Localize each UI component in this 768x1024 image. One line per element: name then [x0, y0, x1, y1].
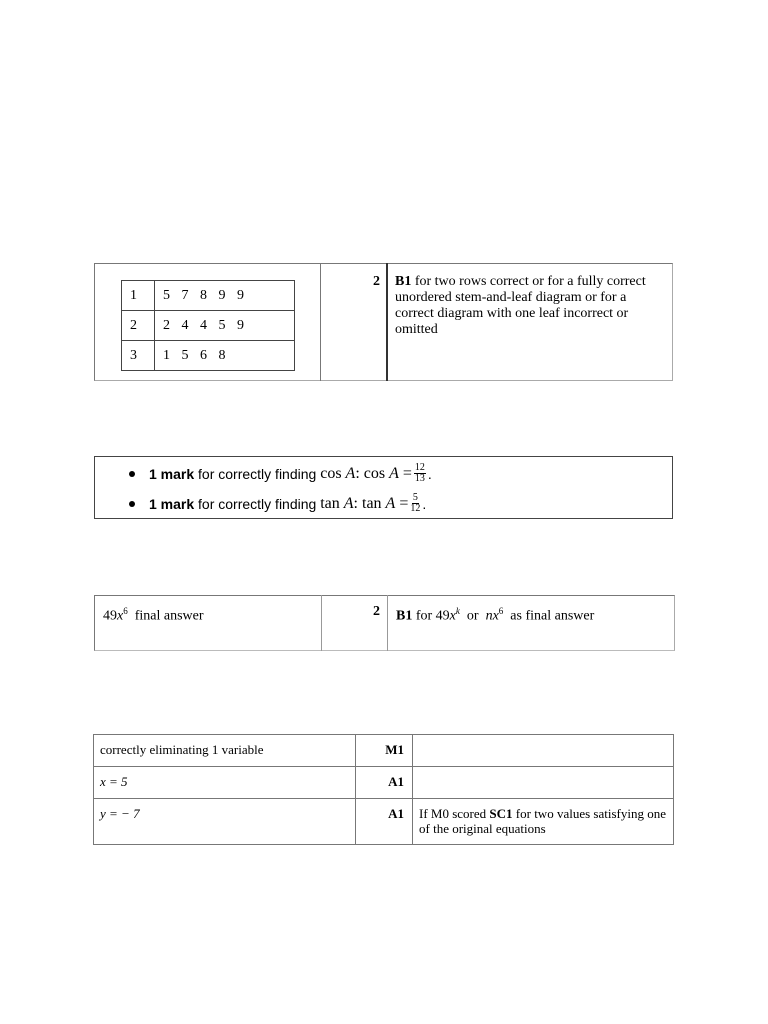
guidance-cell — [413, 767, 674, 799]
math-var: A — [385, 494, 396, 512]
stem-cell: 1 — [122, 281, 155, 311]
column-divider — [321, 595, 322, 651]
stem-leaf-row — [122, 281, 295, 311]
stem-cell: 3 — [122, 341, 155, 371]
answer-cell — [94, 799, 356, 845]
guidance-text: If M0 scored — [419, 806, 487, 821]
table-row — [94, 735, 674, 767]
guidance-cell — [413, 735, 674, 767]
bullet-text: for correctly finding — [198, 465, 317, 482]
bullet-text: for correctly finding — [198, 495, 317, 512]
math-func: cos — [363, 464, 386, 482]
leaf-cell: 1 5 6 8 — [155, 341, 295, 371]
column-divider — [387, 595, 388, 651]
guidance-variable: nx — [485, 608, 499, 624]
bullet-icon — [129, 471, 135, 477]
guidance-exponent: 6 — [498, 606, 504, 616]
mark-cell: A1 — [356, 799, 413, 845]
guidance-exponent: k — [455, 606, 460, 616]
mark-code: B1 — [395, 274, 412, 289]
answer-text — [103, 606, 204, 625]
guidance-suffix: as final answer — [510, 608, 595, 624]
math-expression: tan A: tan A = — [320, 494, 409, 512]
math-func: tan — [320, 494, 340, 512]
guidance-word: or — [466, 608, 479, 624]
mark-code: B1 — [396, 608, 413, 624]
table-row — [94, 799, 674, 845]
numerator: 5 — [412, 492, 418, 503]
denominator: 13 — [414, 473, 425, 484]
guidance-text: for two values satisfying one of the original equations — [419, 806, 666, 836]
answer-exponent: 6 — [123, 606, 128, 616]
mark-cell: M1 — [356, 735, 413, 767]
stem-cell: 2 — [122, 311, 155, 341]
stem-leaf-row — [122, 341, 295, 371]
mark-value: 2 — [373, 274, 380, 289]
mark-code: SC1 — [489, 806, 513, 821]
answer-suffix: final answer — [134, 608, 204, 624]
guidance-coefficient: 49 — [435, 608, 450, 624]
trig-mark-scheme-box — [94, 456, 673, 519]
math-func: tan — [362, 494, 382, 512]
guidance-body: for two rows correct or for a fully correct unordered stem-and-leaf diagram or for a correct diagram with one leaf incorrect or omitted — [395, 274, 646, 337]
column-divider — [386, 263, 388, 381]
math-var: A — [343, 494, 354, 512]
table-row — [94, 767, 674, 799]
bullet-mark: 1 mark — [149, 465, 195, 482]
answer-math: y = − 7 — [100, 806, 140, 821]
mark-value: 2 — [373, 604, 380, 619]
answer-variable: x — [117, 608, 124, 624]
guidance-variable: x — [449, 608, 456, 624]
mark-cell: A1 — [356, 767, 413, 799]
bullet-item: 1 mark for correctly finding tan A: tan A = $\frac{5}{12}$ . — [129, 493, 426, 514]
numerator: 12 — [414, 462, 425, 473]
math-func: cos — [320, 464, 342, 482]
leaf-cell: 2 4 4 5 9 — [155, 311, 295, 341]
fraction — [410, 493, 420, 514]
math-var: A — [389, 464, 399, 482]
denominator: 12 — [410, 503, 421, 514]
bullet-icon — [129, 501, 135, 507]
stem-and-leaf-diagram — [121, 280, 295, 371]
bullet-mark: 1 mark — [149, 495, 195, 512]
answer-math: x = 5 — [100, 774, 128, 789]
simultaneous-equations-mark-table — [93, 734, 674, 845]
leaf-cell: 5 7 8 9 9 — [155, 281, 295, 311]
stem-leaf-row — [122, 311, 295, 341]
math-var: A — [345, 464, 356, 482]
column-divider — [320, 263, 321, 381]
answer-coefficient: 49 — [103, 608, 117, 624]
math-expression: cos A: cos A = — [320, 464, 412, 482]
guidance-text — [395, 274, 667, 338]
fraction — [414, 463, 426, 484]
bullet-item: 1 mark for correctly finding cos A: cos A = $\frac{12}{13}$ . — [129, 463, 432, 484]
guidance-cell — [413, 799, 674, 845]
guidance-word: for — [415, 608, 433, 624]
answer-cell: correctly eliminating 1 variable — [94, 735, 356, 767]
answer-cell — [94, 767, 356, 799]
guidance-text — [396, 606, 594, 625]
